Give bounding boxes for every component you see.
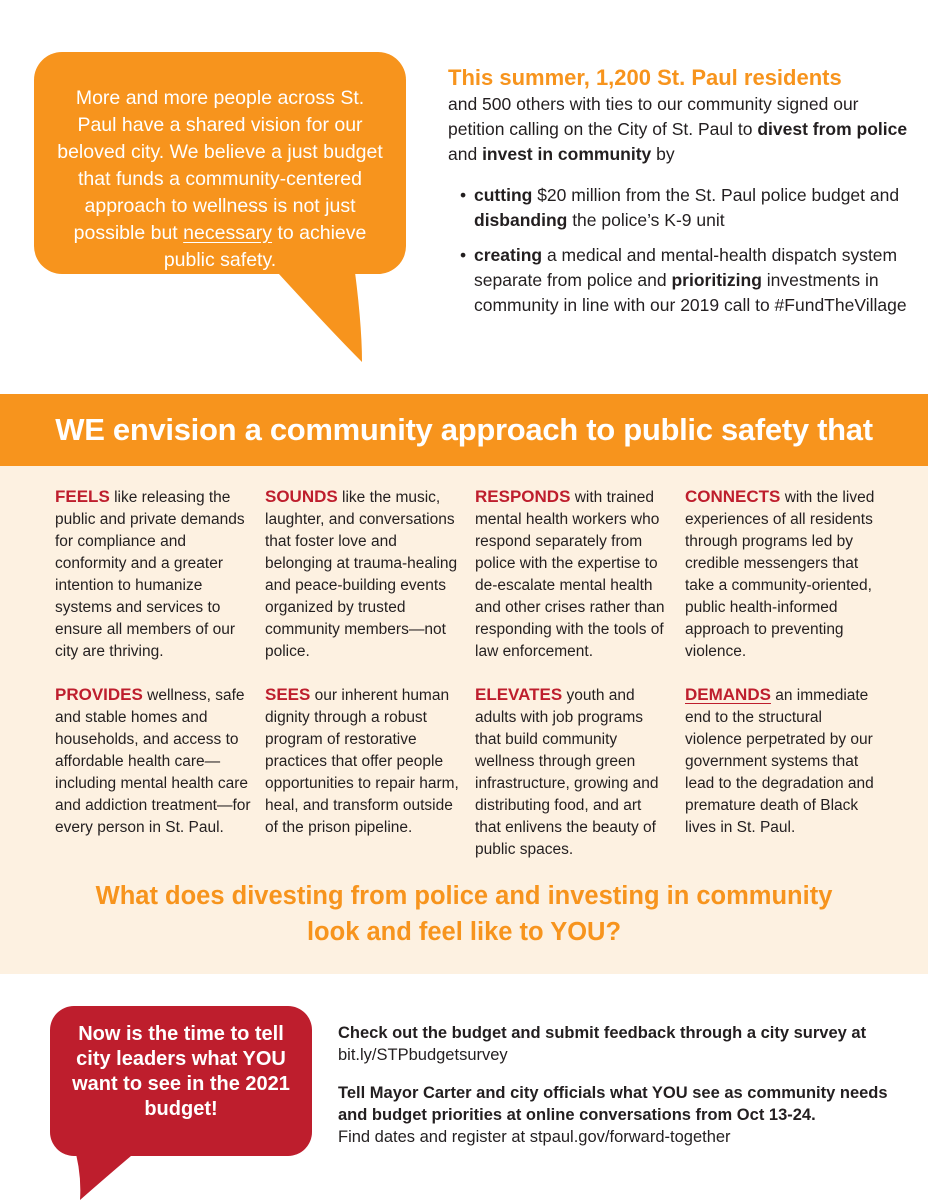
conversations-heading: Tell Mayor Carter and city officials what YOU see as community needs and budget priorities at online conversations from Oct 13-24. [338, 1084, 888, 1124]
item-text: an immediate end to the structural violence perpetrated by our government systems that lead to the degradation and premature death of Black lives in St. Paul. [685, 687, 874, 836]
keyword: RESPONDS [475, 487, 571, 506]
bullet-bold: cutting [474, 185, 533, 205]
question-line-1: What does divesting from police and investing in community [95, 882, 833, 910]
bullet-text: the police’s K-9 unit [567, 210, 725, 230]
item-text: with trained mental health workers who respond separately from police with the expertise to de-escalate mental health and other crises rather than responding with the tools of law enforcement. [475, 489, 665, 660]
conversations-block [338, 1082, 908, 1148]
petition-bold-divest: divest from police [757, 119, 908, 139]
register-link[interactable]: Find dates and register at stpaul.gov/forward-together [338, 1128, 731, 1146]
survey-heading: Check out the budget and submit feedback through a city survey at [338, 1024, 867, 1042]
bullet-text: investments in community in line with our 2019 call to #FundTheVillage [474, 270, 907, 315]
bullet-bold: disbanding [474, 210, 568, 230]
item-text: wellness, safe and stable homes and households, and access to affordable health care—including mental health care and addiction treatment—for every person in St. Paul. [55, 687, 251, 836]
item-text: youth and adults with job programs that build community wellness through green infrastructure, growing and distributing food, and art that enlivens the beauty of public spaces. [475, 687, 659, 858]
survey-block [338, 1022, 908, 1066]
petition-text-1: and 500 others with ties to our community signed our petition calling on the City of St. Paul to [448, 94, 859, 139]
call-to-action-bubble: Now is the time to tell city leaders what YOU want to see in the 2021 budget! [50, 1006, 312, 1156]
question-line-2: look and feel like to YOU? [306, 918, 622, 946]
item-text: like the music, laughter, and conversations that foster love and belonging at trauma-healing and peace-building events organized by trusted community members—not police. [265, 489, 458, 660]
bullet-text: a medical and mental-health dispatch system separate from police and [474, 245, 898, 290]
keyword: PROVIDES [55, 685, 143, 704]
keyword: DEMANDS [685, 685, 771, 704]
bullet-text: $20 million from the St. Paul police budget and [532, 185, 900, 205]
item-text: like releasing the public and private demands for compliance and conformity and a greater intention to humanize systems and services to ensure all members of our city are thriving. [55, 489, 245, 660]
petition-bold-invest: invest in community [482, 144, 652, 164]
item-text: our inherent human dignity through a robust program of restorative practices that offer people opportunities to repair harm, heal, and transform outside of the prison pipeline. [265, 687, 459, 836]
item-text: with the lived experiences of all residents through programs led by credible messengers that take a community-oriented, public health-informed approach to preventing violence. [685, 489, 875, 660]
survey-link[interactable]: bit.ly/STPbudgetsurvey [338, 1046, 508, 1064]
bullet-bold: creating [474, 245, 543, 265]
keyword: CONNECTS [685, 487, 781, 506]
keyword: FEELS [55, 487, 110, 506]
petition-text-3: by [651, 144, 675, 164]
keyword: SOUNDS [265, 487, 338, 506]
vision-banner: WE envision a community approach to public safety that [0, 394, 928, 466]
petition-lead: This summer, 1,200 St. Paul residents [448, 65, 842, 90]
keyword: ELEVATES [475, 685, 563, 704]
bullet-bold: prioritizing [671, 270, 762, 290]
vision-text-underlined: necessary [183, 222, 273, 244]
keyword: SEES [265, 685, 311, 704]
vision-text-start: More and more people across St. Paul have a shared vision for our beloved city. We believe a just budget that funds a community-centered approach to wellness is not just possible but [57, 87, 383, 244]
vision-text-end: to achieve public safety. [163, 222, 367, 271]
petition-text-2: and [448, 144, 483, 164]
